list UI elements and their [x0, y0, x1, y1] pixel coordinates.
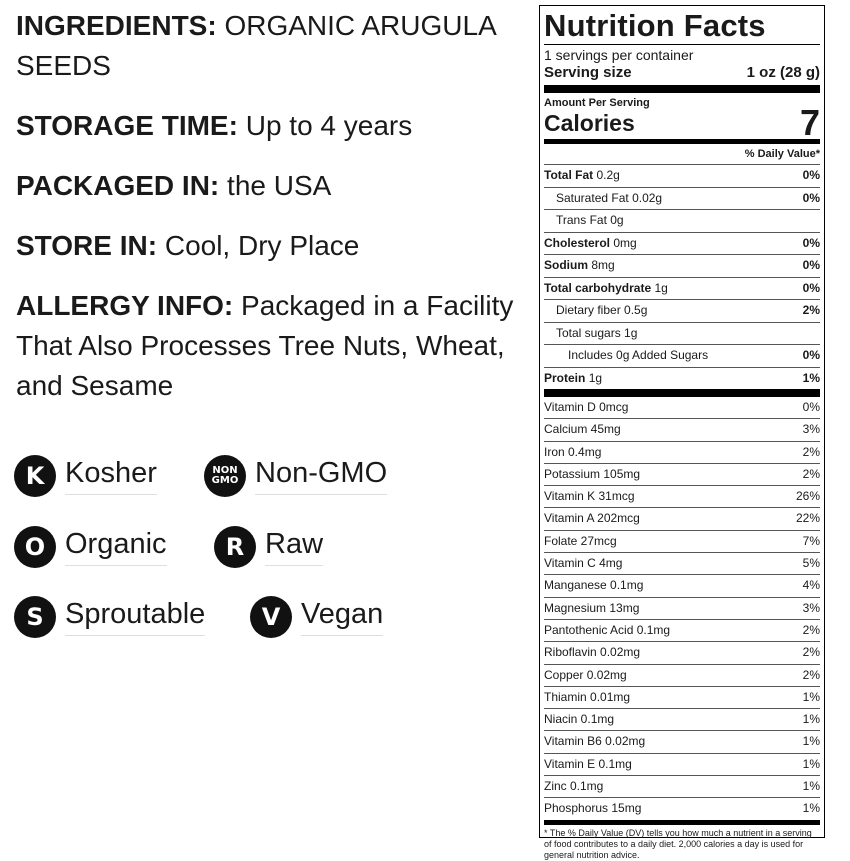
vitamin-row — [544, 641, 820, 663]
vitamin-dv: 1% — [802, 734, 820, 749]
badge-label: Vegan — [301, 598, 383, 636]
vitamin-row — [544, 775, 820, 797]
info-value: Up to 4 years — [245, 110, 413, 141]
vitamin-name: Riboflavin 0.02mg — [544, 645, 641, 660]
badge-label: Raw — [265, 528, 323, 566]
nutrient-row-protein — [544, 367, 820, 390]
vitamin-dv: 1% — [802, 779, 820, 794]
nutrient-row-dietary-fiber — [544, 299, 820, 322]
info-key: PACKAGED IN: — [16, 170, 220, 201]
vitamin-dv: 1% — [802, 756, 820, 771]
nutrient-name: Trans Fat — [556, 213, 607, 227]
vegan-icon: V — [250, 596, 292, 638]
nutrient-amount: 0.5g — [624, 303, 648, 317]
nutrient-amount: 0g — [610, 213, 624, 227]
nutrient-name: Total sugars — [556, 325, 621, 340]
storage-time-line — [16, 106, 526, 146]
vitamin-row — [544, 597, 820, 619]
vitamin-name: Pantothenic Acid 0.1mg — [544, 622, 671, 637]
vitamin-row — [544, 530, 820, 552]
nutrient-amount: 1g — [624, 325, 638, 340]
nutrient-row-sodium — [544, 254, 820, 277]
vitamin-name: Calcium 45mg — [544, 422, 621, 437]
info-key: STORAGE TIME: — [16, 110, 238, 141]
vitamin-dv: 2% — [802, 622, 820, 637]
nutrient-dv: 0% — [802, 235, 820, 250]
store-in-line — [16, 226, 526, 266]
product-info — [16, 6, 526, 426]
vitamin-row — [544, 463, 820, 485]
vitamin-row — [544, 507, 820, 529]
nutrient-name: Dietary fiber — [556, 303, 621, 317]
non-gmo-icon: NON GMO — [204, 455, 246, 497]
allergy-info-line — [16, 286, 526, 406]
nutrient-dv: 2% — [802, 303, 820, 317]
badge-sproutable — [14, 593, 205, 641]
vitamin-row — [544, 753, 820, 775]
serving-size-value: 1 oz (28 g) — [746, 64, 820, 81]
nutrient-dv: 1% — [802, 370, 820, 385]
vitamin-row — [544, 708, 820, 730]
vitamin-dv: 7% — [802, 533, 820, 548]
badge-organic — [14, 523, 167, 571]
packaged-in-line — [16, 166, 526, 206]
vitamin-row — [544, 574, 820, 596]
nutrition-title: Nutrition Facts — [544, 8, 766, 43]
vitamins-minerals-list — [544, 397, 820, 820]
nutrient-row-added-sugars — [544, 344, 820, 367]
vitamin-row — [544, 418, 820, 440]
vitamin-dv: 22% — [795, 511, 820, 526]
nutrition-facts-panel — [539, 5, 825, 860]
vitamin-name: Magnesium 13mg — [544, 600, 640, 615]
vitamin-row — [544, 441, 820, 463]
badge-label: Kosher — [65, 457, 157, 495]
nutrient-row-total-carbohydrate — [544, 277, 820, 300]
nutrient-amount: 1g — [654, 280, 668, 295]
vitamin-name: Copper 0.02mg — [544, 667, 627, 682]
vitamin-row — [544, 619, 820, 641]
calories-value: 7 — [799, 102, 820, 143]
nutrient-name: Saturated Fat — [556, 190, 629, 205]
info-key: ALLERGY INFO: — [16, 290, 234, 321]
vitamin-dv: 0% — [802, 400, 820, 414]
vitamin-dv: 2% — [802, 466, 820, 481]
vitamin-dv: 1% — [802, 712, 820, 727]
nutrient-row-trans-fat — [544, 209, 820, 232]
vitamin-dv: 2% — [802, 667, 820, 682]
vitamin-row — [544, 686, 820, 708]
vitamin-name: Vitamin C 4mg — [544, 556, 623, 571]
vitamin-name: Vitamin D 0mcg — [544, 400, 629, 414]
vitamin-row — [544, 552, 820, 574]
badge-kosher — [14, 452, 157, 500]
badge-vegan — [250, 593, 383, 641]
nutrient-dv: 0% — [802, 258, 820, 272]
kosher-icon: K — [14, 455, 56, 497]
nutrient-dv: 0% — [802, 190, 820, 205]
vitamin-name: Folate 27mcg — [544, 533, 617, 548]
badge-non-gmo — [204, 452, 387, 500]
calories-label: Calories — [544, 110, 635, 136]
vitamin-name: Zinc 0.1mg — [544, 779, 604, 794]
vitamin-name: Vitamin K 31mcg — [544, 489, 635, 504]
amount-per-serving: Amount Per Serving — [544, 97, 650, 109]
vitamin-name: Manganese 0.1mg — [544, 578, 644, 593]
nutrient-row-total-fat — [544, 164, 820, 187]
nutrient-row-cholesterol — [544, 232, 820, 255]
vitamin-row — [544, 485, 820, 507]
nutrient-name: Total Fat — [544, 168, 594, 182]
vitamin-dv: 3% — [802, 422, 820, 437]
nutrient-dv: 0% — [802, 348, 820, 362]
vitamin-name: Vitamin B6 0.02mg — [544, 734, 646, 749]
nutrient-name: Protein — [544, 370, 586, 385]
badge-raw — [214, 523, 323, 571]
vitamin-dv: 1% — [802, 801, 820, 816]
nutrient-amount: 0mg — [613, 235, 637, 250]
vitamin-row — [544, 397, 820, 418]
info-key: STORE IN: — [16, 230, 158, 261]
vitamin-name: Niacin 0.1mg — [544, 712, 615, 727]
info-value: the USA — [227, 170, 332, 201]
badge-label: Non-GMO — [255, 457, 387, 495]
vitamin-dv: 5% — [802, 556, 820, 571]
vitamin-dv: 1% — [802, 689, 820, 704]
sproutable-icon: S — [14, 596, 56, 638]
nutrient-dv: 0% — [802, 168, 820, 182]
nutrient-row-saturated-fat — [544, 187, 820, 210]
vitamin-row — [544, 797, 820, 819]
badge-label: Organic — [65, 528, 167, 566]
nutrient-row-total-sugars — [544, 322, 820, 345]
vitamin-dv: 26% — [795, 489, 820, 504]
nutrient-amount: 8mg — [591, 258, 615, 272]
nutrient-amount: 0.02g — [632, 190, 663, 205]
nutrient-name: Includes 0g Added Sugars — [568, 348, 709, 362]
nutrient-amount: 1g — [588, 370, 603, 385]
vitamin-name: Vitamin A 202mcg — [544, 511, 640, 526]
serving-size — [544, 64, 820, 85]
vitamin-dv: 3% — [802, 600, 820, 615]
organic-icon: O — [14, 526, 56, 568]
vitamin-name: Iron 0.4mg — [544, 444, 602, 459]
nutrient-name: Total carbohydrate — [544, 280, 652, 295]
nutrient-name: Cholesterol — [544, 235, 611, 250]
vitamin-name: Vitamin E 0.1mg — [544, 756, 632, 771]
badge-label: Sproutable — [65, 598, 205, 636]
info-value: ORGANIC ARUGULA SEEDS — [16, 10, 496, 81]
vitamin-dv: 2% — [802, 444, 820, 459]
daily-value-footnote: * The % Daily Value (DV) tells you how much a nutrient in a serving of food contributes to a daily diet. 2,000 calories a day is used for general nutrition advice. — [544, 827, 812, 860]
servings-per-container: 1 servings per container — [544, 47, 694, 63]
nutrient-name: Sodium — [544, 258, 588, 272]
vitamin-name: Phosphorus 15mg — [544, 801, 642, 816]
daily-value-header: % Daily Value* — [744, 148, 820, 160]
vitamin-name: Thiamin 0.01mg — [544, 689, 631, 704]
nutrient-dv: 0% — [802, 280, 820, 295]
vitamin-dv: 4% — [802, 578, 820, 593]
info-key: INGREDIENTS: — [16, 10, 217, 41]
vitamin-dv: 2% — [802, 645, 820, 660]
vitamin-name: Potassium 105mg — [544, 466, 641, 481]
vitamin-row — [544, 664, 820, 686]
info-value: Packaged in a Facility That Also Processes Tree Nuts, Wheat, and Sesame — [16, 290, 514, 401]
serving-size-label: Serving size — [544, 64, 632, 81]
raw-icon: R — [214, 526, 256, 568]
info-value: Cool, Dry Place — [164, 230, 360, 261]
vitamin-row — [544, 730, 820, 752]
nutrient-amount: 0.2g — [596, 168, 620, 182]
ingredients-line — [16, 6, 526, 86]
